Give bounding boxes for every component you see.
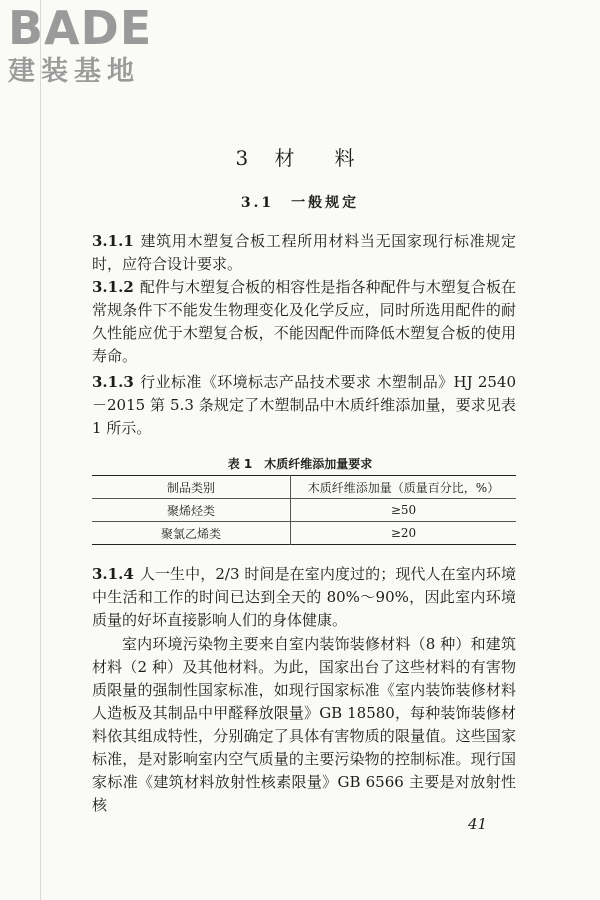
table-row xyxy=(92,522,516,545)
clause-3-1-1 xyxy=(92,230,516,276)
table-cell: 聚烯烃类 xyxy=(92,499,291,522)
clause-3-1-4 xyxy=(92,563,516,632)
clause-text: 人一生中，2/3 时间是在室内度过的；现代人在室内环境中生活和工作的时间已达到全天的 80%～90%，因此室内环境质量的好坏直接影响人们的身体健康。 xyxy=(92,565,516,629)
clause-3-1-2 xyxy=(92,276,516,368)
table-row xyxy=(92,499,516,522)
chapter-title: 3 材 料 xyxy=(235,146,365,170)
clause-3-1-3 xyxy=(92,371,516,440)
clause-text: 行业标准《环境标志产品技术要求 木塑制品》HJ 2540－2015 第 5.3 条规定了木塑制品中木质纤维添加量，要求见表 1 所示。 xyxy=(92,373,516,437)
table-caption: 表 1 木质纤维添加量要求 xyxy=(227,457,373,471)
table-cell: ≥50 xyxy=(291,499,517,522)
fiber-content-table xyxy=(92,475,516,545)
logo-word: BADE xyxy=(8,1,153,55)
logo-subtitle: 建装基地 xyxy=(8,56,140,87)
table-header: 木质纤维添加量（质量百分比，%） xyxy=(307,480,500,495)
clause-number: 3.1.2 xyxy=(92,278,134,296)
section-title: 3.1 一般规定 xyxy=(240,195,360,211)
table-header: 制品类别 xyxy=(92,476,291,499)
bade-logo xyxy=(8,1,178,88)
binding-margin-line xyxy=(40,0,41,900)
clause-number: 3.1.4 xyxy=(92,565,134,583)
clause-text: 配件与木塑复合板的相容性是指各种配件与木塑复合板在常规条件下不能发生物理变化及化学反应，同时所选用配件的耐久性能应优于木塑复合板，不能因配件而降低木塑复合板的使用寿命。 xyxy=(92,278,516,365)
page-number: 41 xyxy=(468,815,488,833)
clause-number: 3.1.1 xyxy=(92,232,134,250)
indoor-pollution-paragraph: 室内环境污染物主要来自室内装饰装修材料（8 种）和建筑材料（2 种）及其他材料。为此，国家出台了这些材料的有害物质限量的强制性国家标准，如现行国家标准《室内装饰装修材料人造板及其制品中甲醛释放限量》GB 18580，每种装饰装修材料依其组成特性，分别确定了具体有害物质的限量值。这些国家标准，是对影响室内空气质量的主要污染物的控制标准。现行国家标准《建筑材料放射性核素限量》GB 6566 主要是对放射性核 xyxy=(92,635,516,814)
table-cell: 聚氯乙烯类 xyxy=(92,522,291,545)
clause-number: 3.1.3 xyxy=(92,373,134,391)
table-header-row xyxy=(92,476,516,499)
table-cell: ≥20 xyxy=(291,522,517,545)
clause-text: 建筑用木塑复合板工程所用材料当无国家现行标准规定时，应符合设计要求。 xyxy=(92,232,516,273)
